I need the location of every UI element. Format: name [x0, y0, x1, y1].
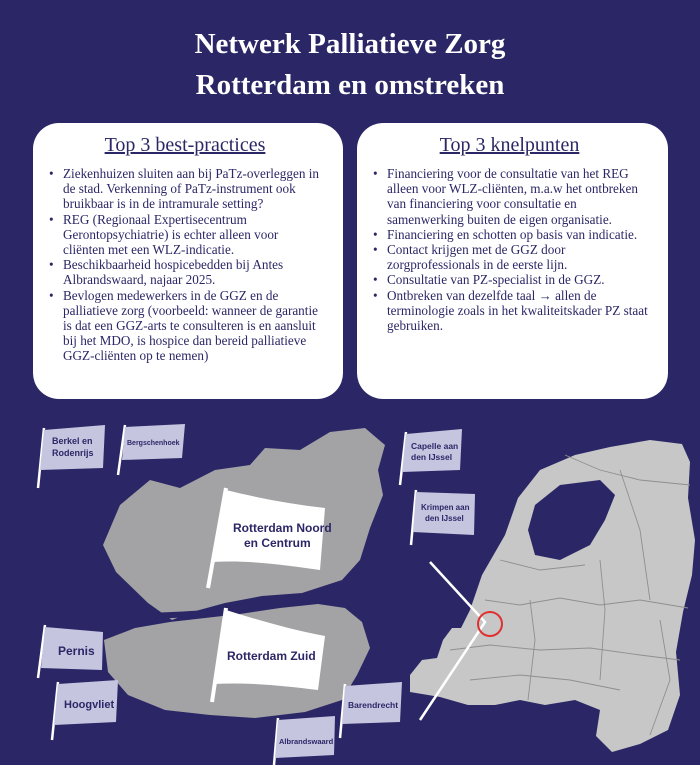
knelpunten-card — [357, 123, 668, 399]
knelpunt-item: • Contact krijgen met de GGZ door zorgprofessionals in de eerste lijn. — [387, 242, 648, 272]
region-map — [0, 405, 700, 765]
best-practices-card — [33, 123, 343, 399]
flag-label: Rotterdam Zuid — [227, 649, 316, 663]
best-practices-title: Top 3 best-practices — [104, 134, 266, 156]
flag-label: Berkel en — [52, 436, 93, 446]
best-practice-item: • Bevlogen medewerkers in de GGZ en de palliatieve zorg (voorbeeld: wanneer de garantie is dat een GGZ-arts te consulteren is en aansluit bij het MDO, is hospice dan bereid palliatieve GGZ-cliënten op te nemen) — [63, 288, 323, 364]
flag-capelle-aan-den-ijssel — [400, 429, 462, 485]
knelpunt-item: • Ontbreken van dezelfde taal → allen de terminologie zoals in het kwaliteitskader PZ staat gebruiken. — [387, 288, 648, 334]
flag-label: Rotterdam Noord — [233, 521, 332, 535]
flag-label: Pernis — [58, 644, 95, 658]
best-practice-item: • Beschikbaarheid hospicebedden bij Antes Albrandswaard, najaar 2025. — [63, 257, 323, 287]
knelpunten-title: Top 3 knelpunten — [439, 134, 580, 156]
flag-pernis — [38, 625, 103, 678]
flag-label: en Centrum — [244, 536, 311, 550]
knelpunt-item: • Financiering en schotten op basis van indicatie. — [387, 227, 648, 242]
page-title-line-2: Rotterdam en omstreken — [195, 69, 505, 101]
netherlands-map — [410, 440, 695, 752]
best-practice-item: • Ziekenhuizen sluiten aan bij PaTz-overleggen in de stad. Verkenning of PaTz-instrument ook bruikbaar is in de intramurale setting? — [63, 166, 323, 212]
flag-label: den IJssel — [411, 452, 453, 462]
flag-label: Barendrecht — [348, 700, 399, 710]
flag-label: Hoogvliet — [64, 699, 115, 711]
flag-krimpen-aan-den-ijssel — [411, 490, 475, 545]
knelpunt-item: • Consultatie van PZ-specialist in de GGZ. — [387, 272, 648, 287]
flag-barendrecht — [340, 682, 402, 738]
flag-label: Bergschenhoek — [127, 440, 180, 447]
flag-albrandswaard — [274, 716, 335, 765]
svg-text:Capelle aanden IJssel — [411, 441, 458, 462]
knelpunt-item: • Financiering voor de consultatie van het REG alleen voor WLZ-cliënten, m.a.w het ontbreken van financiering voor consultatie en samenwerking buiten de eigen organisatie. — [387, 166, 648, 227]
flag-bergschenhoek — [118, 424, 185, 475]
page-title-line-1: Netwerk Palliatieve Zorg — [194, 28, 506, 60]
flag-label: den IJssel — [425, 514, 464, 523]
best-practice-item: • REG (Regionaal Expertisecentrum Gerontopsychiatrie) is echter alleen voor cliënten met een WLZ-indicatie. — [63, 212, 323, 258]
flag-hoogvliet — [52, 680, 118, 740]
flag-label: Krimpen aan — [421, 503, 470, 512]
flag-berkel-en-rodenrijs — [38, 425, 105, 488]
flag-label: Albrandswaard — [279, 737, 334, 746]
flag-label: Capelle aan — [411, 441, 459, 451]
flag-label: Rodenrijs — [52, 448, 94, 458]
